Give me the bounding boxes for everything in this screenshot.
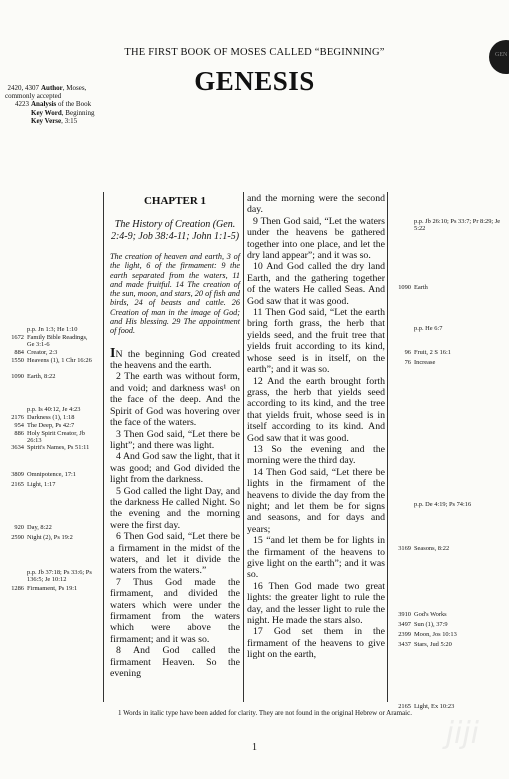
verse-4: 4 And God saw the light, that it was good; and God divided the light from the darkness. [110,451,240,486]
book-intro-notes [5,84,115,125]
intro-note: 4223 Analysis of the Book [15,100,92,109]
verse-12: 12 And the earth brought forth grass, the herb that yields seed according to its kind, and the tree that yields fruit, whose seed is in itself according to its kind. And God saw that it was good. [247,375,385,444]
column-rule-right [387,192,388,702]
verse-11: 11 Then God said, “Let the earth bring forth grass, the herb that yields seed, and the fruit tree that yields fruit according to its kind, whose seed is in itself, on the earth”; and it was so. [247,307,385,376]
intro-note: 2420, 4307 Author, Moses, commonly accepted [5,84,87,101]
margin-reference: 886 Holy Spirit Creator, Jb 26:13 [14,430,85,445]
margin-reference: p.p. Is 40:12, Je 4:23 [27,406,81,413]
section-heading: The History of Creation (Gen. 2:4-9; Job 38:4-11; John 1:1-5) [110,219,240,242]
column-rule-middle [243,192,244,702]
text-column-1 [110,195,240,679]
margin-reference: 1672 Family Bible Readings, Ge 3:1-6 [11,334,88,349]
margin-reference: 884 Creator, 2:3 [14,349,58,356]
page-title: GENESIS [194,66,315,96]
margin-reference: 2165 Light, 1:17 [11,481,56,488]
verse-10: 10 And God called the dry land Earth, and the gathering together of the waters He called Seas. And God saw that it was good. [247,261,385,307]
verse-15: 15 “and let them be for lights in the firmament of the heavens to give light on the earth”; and it was so. [247,535,385,581]
verse-14: 14 Then God said, “Let there be lights in the firmament of the heavens to divide the day from the night; and let them be for signs and seasons, and for days and years; [247,466,385,535]
margin-reference: p.p. Jn 1:3; He 1:10 [27,326,78,333]
margin-reference: 1286 Firmament, Ps 19:1 [11,585,78,592]
margin-reference: p.p. De 4:19; Ps 74:16 [414,501,472,508]
margin-reference: 96 Fruit, 2 S 16:1 [404,349,451,356]
margin-reference: 3910 God's Works [398,611,447,618]
margin-reference: 2399 Moon, Jos 10:13 [398,631,457,638]
margin-reference: 3809 Omnipotence, 17:1 [11,471,76,478]
chapter-heading: CHAPTER 1 [143,195,207,207]
margin-reference: 3437 Stars, Jud 5:20 [398,641,452,648]
verse-17: 17 God set them in the firmament of the heavens to give light on the earth, [247,626,385,661]
chapter-summary: The creation of heaven and earth, 3 of the light, 6 of the firmament: 9 the earth separated from the waters, 11 and made fruitful. 14 The creation of the sun, moon, and stars, 20 of fish and birds, 24 of beasts and cattle. 26 Creation of man in the image of God; and His blessing. 29 The appointment of food. [110,252,240,336]
margin-reference: 1550 Heavens (1), 1 Chr 16:26 [11,357,92,364]
verse-1: IN the beginning God created the heavens and the earth. [110,345,240,372]
verse-13: 13 So the evening and the morning were the third day. [247,443,385,467]
margin-reference: 1090 Earth [398,284,428,291]
verse-9: 9 Then God said, “Let the waters under the heavens be gathered together into one place, and let the dry land appear”; and it was so. [247,215,385,262]
margin-reference: 2165 Light, Ex 10:23 [398,703,455,710]
margin-reference: p.p. Jb 37:18; Ps 33:6; Ps 136:5; Je 10:12 [27,569,92,584]
verse-2: 2 The earth was without form, and void; and darkness was¹ on the face of the deep. And the Spirit of God was hovering over the face of the waters. [110,371,240,429]
watermark-logo: jiji [445,716,479,751]
margin-reference: 76 Increase [404,359,436,366]
margin-reference: 1090 Earth, 8:22 [11,373,56,380]
text-column-2 [247,193,385,661]
margin-reference: p.p. Jb 26:10; Ps 33:7; Pr 8:29; Je 5:22 [414,218,501,233]
margin-reference: 2590 Night (2), Ps 19:2 [11,534,73,541]
margin-reference: p.p. He 6:7 [414,325,443,332]
book-title: THE FIRST BOOK OF MOSES CALLED “BEGINNING” [124,47,385,58]
page-number: 1 [252,742,257,753]
tab-label: GEN [495,52,508,58]
margin-reference: 954 The Deep, Ps 42:7 [14,422,75,429]
column-rule-left [103,192,104,702]
verse-8: 8 And God called the firmament Heaven. So the evening [110,645,240,680]
drop-cap: I [110,345,116,361]
intro-note: Key Verse, 3:15 [31,116,78,125]
verse-6: 6 Then God said, “Let there be a firmament in the midst of the waters, and let it divide the waters from the waters.” [110,531,240,577]
verse-8-cont: and the morning were the second day. [247,193,385,216]
margin-reference: 2176 Darkness (1), 1:18 [11,414,75,421]
verse-5: 5 God called the light Day, and the darkness He called Night. So the evening and the morning were the first day. [110,485,240,531]
intro-note: Key Word, Beginning [31,108,95,117]
footnote: 1 Words in italic type have been added for clarity. They are not found in the original Hebrew or Aramaic. [118,709,412,717]
verse-16: 16 Then God made two great lights: the greater light to rule the day, and the lesser light to rule the night. He made the stars also. [247,580,385,627]
verses-column-1 [110,345,240,680]
verse-7: 7 Thus God made the firmament, and divided the waters which were under the firmament from the waters which were above the firmament; and it was so. [110,576,240,645]
margin-reference: 3497 Sun (1), 37:9 [398,621,448,628]
verse-3: 3 Then God said, “Let there be light”; and there was light. [110,428,240,451]
margin-reference: 3634 Spirit's Names, Ps 51:11 [11,444,90,451]
margin-reference: 3169 Seasons, 8:22 [398,545,450,552]
margin-reference: 920 Day, 8:22 [14,524,52,531]
